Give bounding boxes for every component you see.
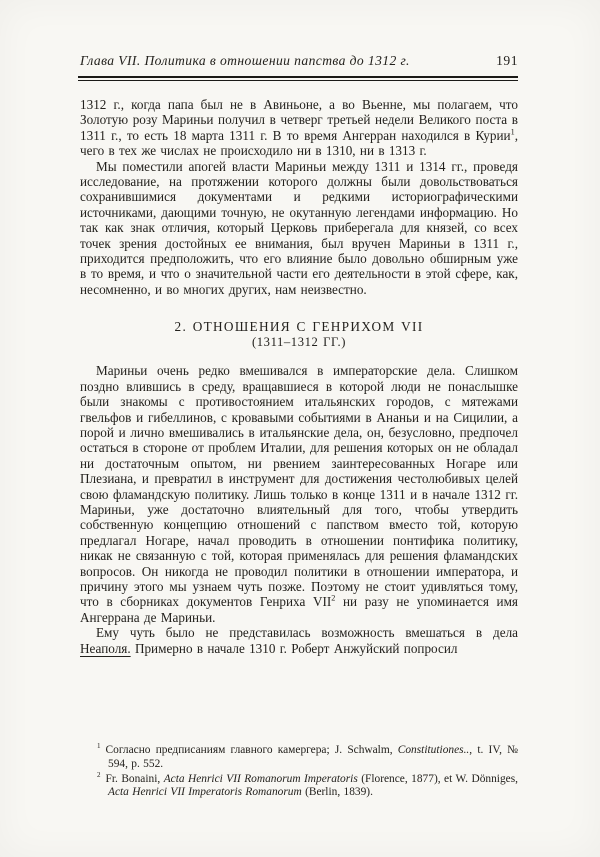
body-paragraph: 1312 г., когда папа был не в Авиньоне, а во Вьенне, мы полагаем, что Золотую розу Мариньи получил в четверг третьей недели Великого поста в 1311 г., то есть 18 марта 1311 г. В то время Ангерран находился в Курии$^1$, чего в тех же числах не происходило ни в 1310, ни в 1313 г. xyxy=(80,97,518,159)
footnote-marker: 2 xyxy=(97,770,101,779)
page-number: 191 xyxy=(496,53,518,68)
footnote-marker: 1 xyxy=(97,742,101,751)
page-body xyxy=(80,97,518,656)
footnotes-block xyxy=(80,744,518,800)
header-rule xyxy=(78,76,518,81)
footnote-text: Согласно предписаниям главного камергера; J. Schwalm, Constitutiones.., t. IV, № 594, p. 552. xyxy=(105,744,519,770)
footnote xyxy=(80,744,518,772)
section-heading-line2: (1311–1312 ГГ.) xyxy=(251,335,347,350)
section-heading xyxy=(80,319,518,350)
section-heading-line1: 2. ОТНОШЕНИЯ С ГЕНРИХОМ VII xyxy=(174,319,424,335)
body-paragraph: Ему чуть было не представилась возможность вмешаться в дела Неаполя. Примерно в начале 1310 г. Роберт Анжуйский попросил xyxy=(80,625,518,656)
chapter-title: Глава VII. Политика в отношении папства до 1312 г. xyxy=(80,53,410,68)
body-paragraph: Мариньи очень редко вмешивался в императорские дела. Слишком поздно влившись в среду, вращавшиеся в которой люди не понаслышке были знакомы с противостоянием итальянских городов, с мятежами гвельфов и гибеллинов, с кровавыми событиями в Ананьи и на Сицилии, а порой и лично вмешивались в итальянские дела, он, безусловно, предпочел остаться в стороне от проблем Италии, для решения которых он не обладал ни достаточным опытом, ни рвением заинтересованных Ногаре или Плезиана, и превратил в инструмент для достижения честолюбивых целей свою фламандскую политику. Лишь только в конце 1311 и в начале 1312 гг. Мариньи, уже достаточно влиятельный для того, чтобы утвердить собственную концепцию отношений с папством вместо той, которую предлагал Ногаре, начал проводить в отношении понтифика политику, никак не связанную с той, которая применялась для решения фламандских вопросов. Он никогда не проводил политики в отношении императора, и причину этого мы узнаем чуть позже. Поэтому не стоит удивляться тому, что в сборниках документов Генриха VII$^2$ ни разу не упоминается имя Ангеррана де Мариньи. xyxy=(80,363,518,625)
body-paragraph: Мы поместили апогей власти Мариньи между 1311 и 1314 гг., проведя исследование, на протяжении которого должны были довольствоваться сохранившимися документами и редкими историографическими источниками, дающими точную, не окутанную легендами информацию. Но так как знак отличия, который Церковь приберегала для князей, со всех точек зрения достойных ее внимания, был вручен Мариньи в 1311 г., приходится предположить, что его влияние было довольно обширным уже в то время, и что о значительной части его деятельности в этой сфере, как, несомненно, и во многих других, нам неизвестно. xyxy=(80,158,518,297)
footnote-text: Fr. Bonaini, Acta Henrici VII Romanorum Imperatoris (Florence, 1877), et W. Dönniges, Acta Henrici VII Imperatoris Romanorum (Berlin, 1839). xyxy=(105,772,518,799)
running-header xyxy=(80,53,518,69)
footnote xyxy=(80,770,518,801)
